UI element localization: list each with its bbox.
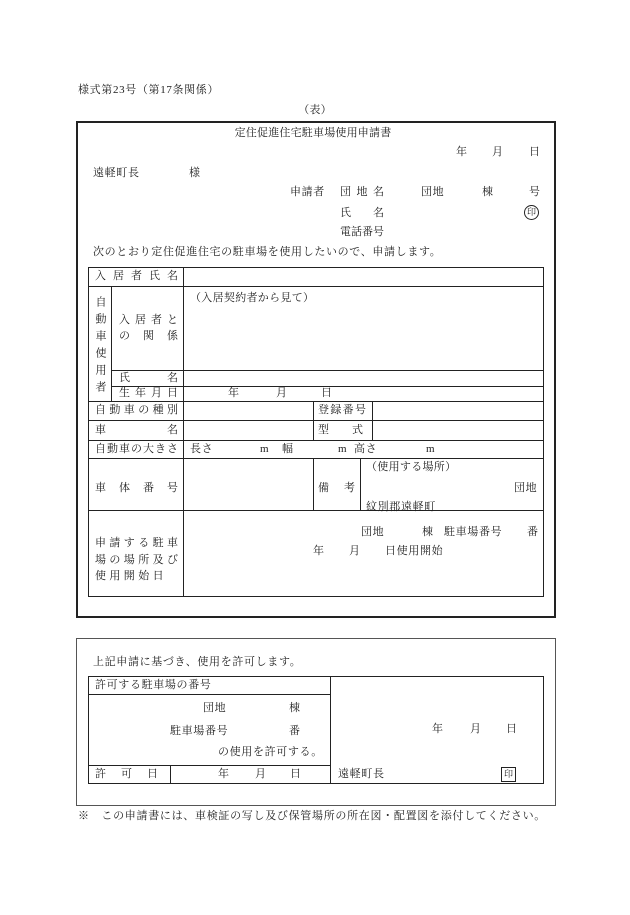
page-side-label: （表） <box>298 104 332 116</box>
birthdate-year: 年 <box>228 387 240 399</box>
permit-statement: 上記申請に基づき、使用を許可します。 <box>93 656 302 668</box>
request-building-unit: 棟 <box>422 526 434 538</box>
addressee-honorific: 様 <box>189 167 201 179</box>
request-start-day: 日使用開始 <box>385 545 444 557</box>
car-type-label: 自動車の種別 <box>95 404 178 416</box>
permit-danchi-unit: 団地 <box>203 702 227 714</box>
relationship-label-line-2: の関係 <box>119 330 178 342</box>
footnote: ※ この申請書には、車検証の写し及び保管場所の所在図・配置図を添付してください。 <box>78 810 546 822</box>
size-length-label: 長さ <box>190 443 214 455</box>
permit-parking-number-label: 許可する駐車場の番号 <box>95 679 212 691</box>
permit-parking-no-label: 駐車場番号 <box>170 725 229 737</box>
issue-date-month: 月 <box>470 723 482 735</box>
size-height-unit: m <box>426 443 436 455</box>
permit-building-unit: 棟 <box>289 702 301 714</box>
permit-date-year: 年 <box>218 768 230 780</box>
permit-text: の使用を許可する。 <box>218 746 323 758</box>
permit-date-month: 月 <box>255 768 267 780</box>
request-start-month: 月 <box>349 545 361 557</box>
application-statement: 次のとおり定住促進住宅の駐車場を使用したいので、申請します。 <box>93 246 442 258</box>
issue-date-day: 日 <box>506 723 518 735</box>
relationship-note: （入居契約者から見て） <box>190 292 315 304</box>
issue-date-year: 年 <box>432 723 444 735</box>
issuer: 遠軽町長 <box>338 768 385 780</box>
form-number: 様式第23号（第17条関係） <box>78 84 220 96</box>
car-size-label: 自動車の大きさ <box>95 443 178 455</box>
request-label: 申請する駐車場の場所及び使用開始日 <box>95 537 182 582</box>
danchi-unit: 団地 <box>421 186 445 198</box>
date-year: 年 <box>456 146 468 158</box>
birthdate-day: 日 <box>321 387 333 399</box>
form-title: 定住促進住宅駐車場使用申請書 <box>234 127 392 139</box>
size-length-unit: m <box>260 443 270 455</box>
car-user-label: 自動車使用者 <box>94 296 106 398</box>
issuer-seal-mark: 印 <box>501 767 516 782</box>
seal-stamp-mark: 印 <box>524 205 539 220</box>
request-danchi-unit: 団地 <box>361 526 385 538</box>
building-unit: 棟 <box>482 186 494 198</box>
remarks-danchi-unit: 団地 <box>514 482 538 494</box>
size-width-label: 幅 <box>282 443 294 455</box>
applicant-name-label: 氏名 <box>340 207 384 219</box>
danchi-name-label: 団地名 <box>340 186 384 198</box>
model-label: 型式 <box>318 424 363 436</box>
request-number-unit: 番 <box>527 526 539 538</box>
permit-date-day: 日 <box>290 768 302 780</box>
remarks-town: 紋別郡遠軽町 <box>366 501 436 513</box>
permit-date-label: 許可日 <box>95 768 158 780</box>
remarks-place-label: （使用する場所） <box>366 461 457 473</box>
room-unit: 号 <box>529 186 541 198</box>
birthdate-month: 月 <box>276 387 288 399</box>
resident-name-label: 入居者氏名 <box>95 270 178 282</box>
size-height-label: 高さ <box>354 443 378 455</box>
date-day: 日 <box>529 146 541 158</box>
relationship-label-line-1: 入居者と <box>119 314 178 326</box>
car-user-name-label: 氏名 <box>119 372 178 384</box>
applicant-label: 申請者 <box>290 186 325 198</box>
addressee: 遠軽町長 <box>93 167 140 179</box>
phone-label: 電話番号 <box>340 226 384 238</box>
permit-number-unit: 番 <box>289 725 301 737</box>
request-parking-number-label: 駐車場番号 <box>444 526 503 538</box>
car-name-label: 車名 <box>95 424 178 436</box>
size-width-unit: m <box>338 443 348 455</box>
chassis-number-label: 車体番号 <box>95 482 178 494</box>
date-month: 月 <box>492 146 504 158</box>
registration-number-label: 登録番号 <box>318 404 366 416</box>
birthdate-label: 生年月日 <box>119 387 178 399</box>
request-start-year: 年 <box>313 545 325 557</box>
remarks-label: 備考 <box>318 482 355 494</box>
